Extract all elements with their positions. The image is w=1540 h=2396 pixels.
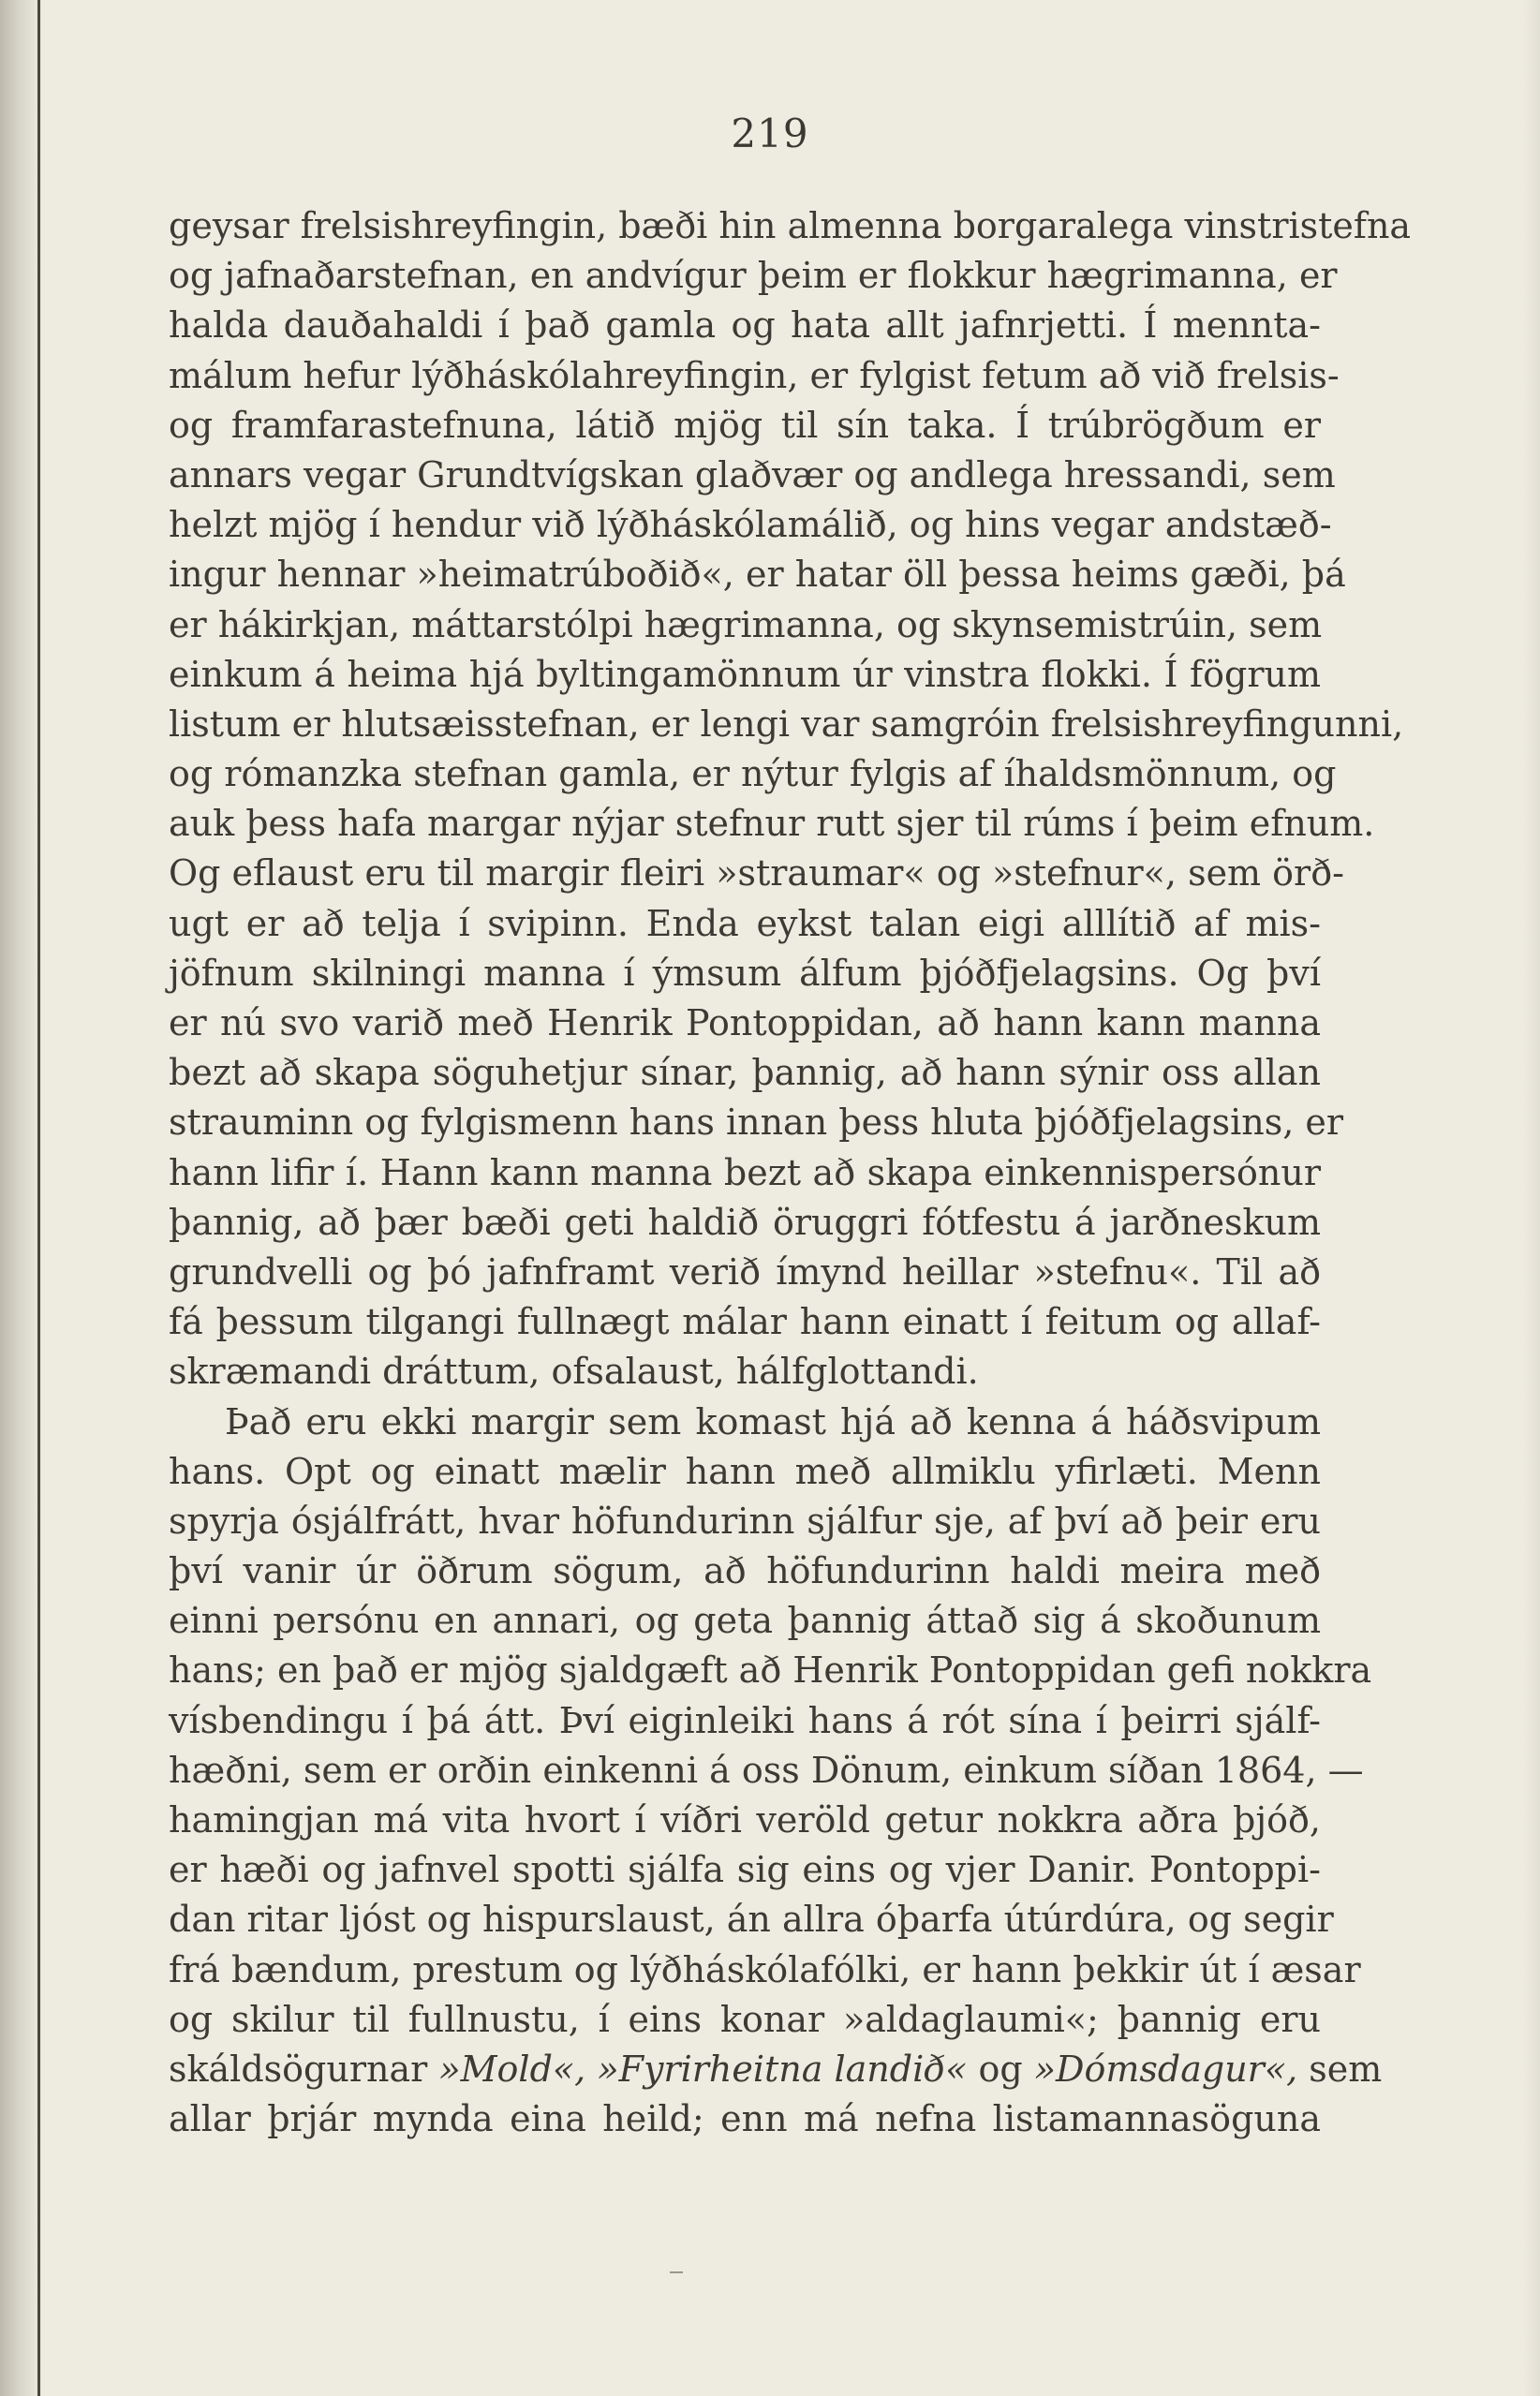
text-line: frá bændum, prestum og lýðháskólafólki, er hann þekkir út í æsar [169, 1948, 1361, 1990]
text-line: einkum á heima hjá byltingamönnum úr vinstra flokki. Í fögrum [169, 653, 1321, 695]
text-line: hans. Opt og einatt mælir hann með allmiklu yfirlæti. Menn [169, 1450, 1321, 1492]
text-line: hann lifir í. Hann kann manna bezt að skapa einkennispersónur [169, 1151, 1321, 1193]
book-title-fyrirheitna-landid: »Fyrirheitna landið« [597, 2048, 968, 2090]
text-line: listum er hlutsæisstefnan, er lengi var samgróin frelsishreyfingunni, [169, 703, 1404, 745]
text-line: dan ritar ljóst og hispurslaust, án allra óþarfa útúrdúra, og segir [169, 1899, 1334, 1941]
text-segment: skáldsögurnar [169, 2048, 439, 2090]
text-line: fá þessum tilgangi fullnægt málar hann einatt í feitum og allaf- [169, 1301, 1321, 1343]
text-line: og rómanzka stefnan gamla, er nýtur fylgis af íhaldsmönnum, og [169, 753, 1337, 795]
text-line: málum hefur lýðháskólahreyfingin, er fylgist fetum að við frelsis- [169, 354, 1340, 396]
text-line: strauminn og fylgismenn hans innan þess hluta þjóðfjelagsins, er [169, 1102, 1344, 1144]
printer-mark [670, 2271, 683, 2273]
text-line: auk þess hafa margar nýjar stefnur rutt sjer til rúms í þeim efnum. [169, 803, 1375, 845]
page-number: 219 [731, 111, 809, 156]
text-line: helzt mjög í hendur við lýðháskólamálið, og hins vegar andstæð- [169, 504, 1332, 546]
text-line: ingur hennar »heimatrúboðið«, er hatar öll þessa heims gæði, þá [169, 554, 1346, 596]
text-line: er nú svo varið með Henrik Pontoppidan, að hann kann manna [169, 1002, 1321, 1043]
text-line: geysar frelsishreyfingin, bæði hin almenna borgaralega vinstristefna [169, 205, 1412, 246]
text-segment: sem [1297, 2048, 1383, 2090]
text-line-with-titles [169, 2045, 1383, 2094]
text-line: bezt að skapa söguhetjur sínar, þannig, að hann sýnir oss allan [169, 1052, 1321, 1094]
text-line: annars vegar Grundtvígskan glaðvær og andlega hressandi, sem [169, 453, 1336, 495]
text-line: hans; en það er mjög sjaldgæft að Henrik Pontoppidan gefi nokkra [169, 1649, 1372, 1692]
text-line: jöfnum skilningi manna í ýmsum álfum þjóðfjelagsins. Og því [169, 952, 1321, 994]
text-line: ugt er að telja í svipinn. Enda eykst talan eigi alllítið af mis- [169, 902, 1321, 944]
text-line: einni persónu en annari, og geta þannig áttað sig á skoðunum [169, 1600, 1321, 1642]
book-title-mold: »Mold«, [438, 2048, 586, 2090]
text-line: vísbendingu í þá átt. Því eiginleiki hans á rót sína í þeirri sjálf- [169, 1699, 1321, 1741]
text-segment [585, 2048, 597, 2090]
text-line: spyrja ósjálfrátt, hvar höfundurinn sjálfur sje, af því að þeir eru [169, 1500, 1321, 1542]
text-line: grundvelli og þó jafnframt verið ímynd heillar »stefnu«. Til að [169, 1250, 1321, 1293]
text-line: er hæði og jafnvel spotti sjálfa sig eins og vjer Danir. Pontoppi- [169, 1849, 1321, 1891]
text-line: Og eflaust eru til margir fleiri »straumar« og »stefnur«, sem örð- [169, 852, 1344, 895]
text-line: og skilur til fullnustu, í eins konar »aldaglaumi«; þannig eru [169, 1998, 1321, 2040]
paragraph-end-line: skræmandi dráttum, ofsalaust, hálfglottandi. [169, 1351, 979, 1393]
text-line: þannig, að þær bæði geti haldið öruggri fótfestu á jarðneskum [169, 1201, 1321, 1243]
text-line: og framfarastefnuna, látið mjög til sín taka. Í trúbrögðum er [169, 404, 1321, 446]
text-line: og jafnaðarstefnan, en andvígur þeim er flokkur hægrimanna, er [169, 255, 1338, 297]
text-line: er hákirkjan, máttarstólpi hægrimanna, og skynsemistrúin, sem [169, 603, 1323, 645]
binding-edge [37, 0, 40, 2396]
text-line: allar þrjár mynda eina heild; enn má nefna listamannasöguna [169, 2098, 1321, 2140]
paragraph-start-line: Það eru ekki margir sem komast hjá að kenna á háðsvipum [225, 1400, 1321, 1442]
text-line: hamingjan má vita hvort í víðri veröld getur nokkra aðra þjóð, [169, 1799, 1321, 1841]
text-line: hæðni, sem er orðin einkenni á oss Dönum, einkum síðan 1864, — [169, 1749, 1364, 1791]
page-right-edge [1523, 0, 1540, 2396]
text-line: því vanir úr öðrum sögum, að höfundurinn haldi meira með [169, 1550, 1321, 1592]
text-line: halda dauðahaldi í það gamla og hata allt jafnrjetti. Í mennta- [169, 304, 1321, 347]
body-text [169, 201, 1412, 2144]
book-title-domsdagur: »Dómsdagur«, [1033, 2048, 1298, 2090]
text-segment: og [967, 2048, 1034, 2090]
